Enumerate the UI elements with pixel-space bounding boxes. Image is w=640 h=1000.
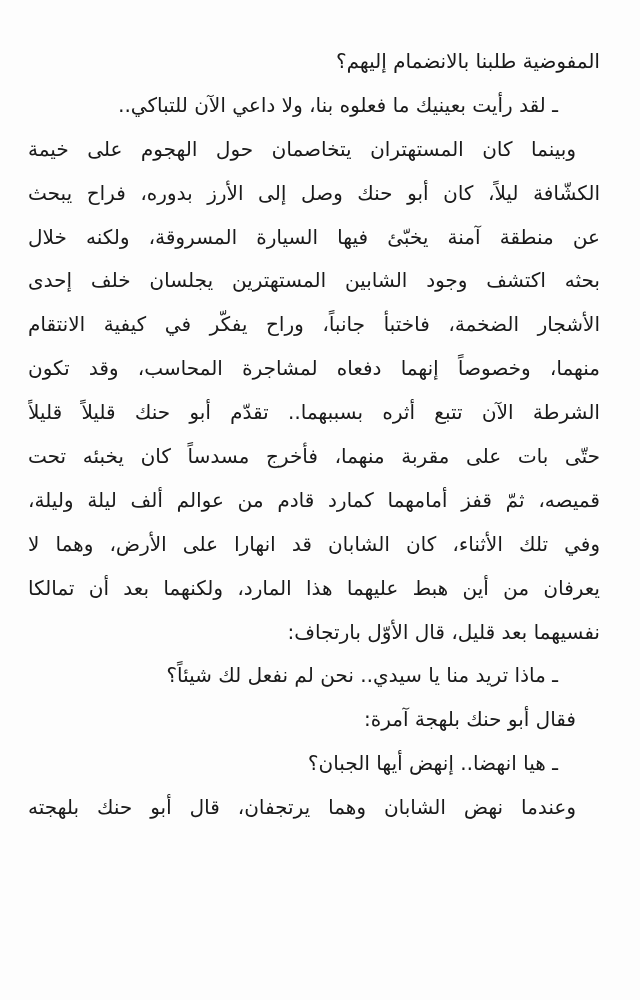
- text-line: عن منطقة آمنة يخبّئ فيها السيارة المسروقة، ولكنه خلال: [28, 224, 600, 249]
- text-line: وفي تلك الأثناء، كان الشابان قد انهارا على الأرض، وهما لا: [28, 531, 600, 556]
- dialogue-line: ـ هيا انهضا.. إنهض أيها الجبان؟: [307, 751, 558, 776]
- text-line: الأشجار الضخمة، فاختبأ جانباً، وراح يفكّر في كيفية الانتقام: [28, 312, 600, 337]
- text-line: قميصه، ثمّ قفز أمامهما كمارد قادم من عوالم ألف ليلة وليلة،: [28, 487, 600, 512]
- paragraph-start-line: فقال أبو حنك بلهجة آمرة:: [363, 707, 576, 732]
- text-line: الكشّافة ليلاً، كان أبو حنك وصل إلى الأرز بدوره، فراح يبحث: [28, 180, 600, 205]
- dialogue-line: ـ ماذا تريد منا يا سيدي.. نحن لم نفعل لك شيئاً؟: [166, 663, 558, 688]
- text-line: الشرطة الآن تتبع أثره بسببهما.. تقدّم أبو حنك قليلاً قليلاً: [28, 400, 600, 425]
- text-line: المفوضية طلبنا بالانضمام إليهم؟: [335, 49, 600, 73]
- text-line: يعرفان من أين هبط عليهما هذا المارد، ولكنهما بعد أن تمالكا: [28, 575, 600, 600]
- text-line: حتّى بات على مقربة منهما، فأخرج مسدساً كان يخبئه تحت: [28, 444, 600, 469]
- page-text: [28, 40, 600, 830]
- paragraph-start-line: وعندما نهض الشابان وهما يرتجفان، قال أبو حنك بلهجته: [28, 795, 576, 820]
- text-line: بحثه اكتشف وجود الشابين المستهترين يجلسان خلف إحدى: [28, 268, 600, 293]
- text-line: منهما، وخصوصاً إنهما دفعاه لمشاجرة المحاسب، وقد تكون: [28, 356, 600, 381]
- dialogue-line: ـ لقد رأيت بعينيك ما فعلوه بنا، ولا داعي الآن للتباكي..: [118, 92, 558, 117]
- text-line: نفسيهما بعد قليل، قال الأوّل بارتجاف:: [287, 619, 600, 644]
- paragraph-start-line: وبينما كان المستهتران يتخاصمان حول الهجوم على خيمة: [28, 136, 576, 161]
